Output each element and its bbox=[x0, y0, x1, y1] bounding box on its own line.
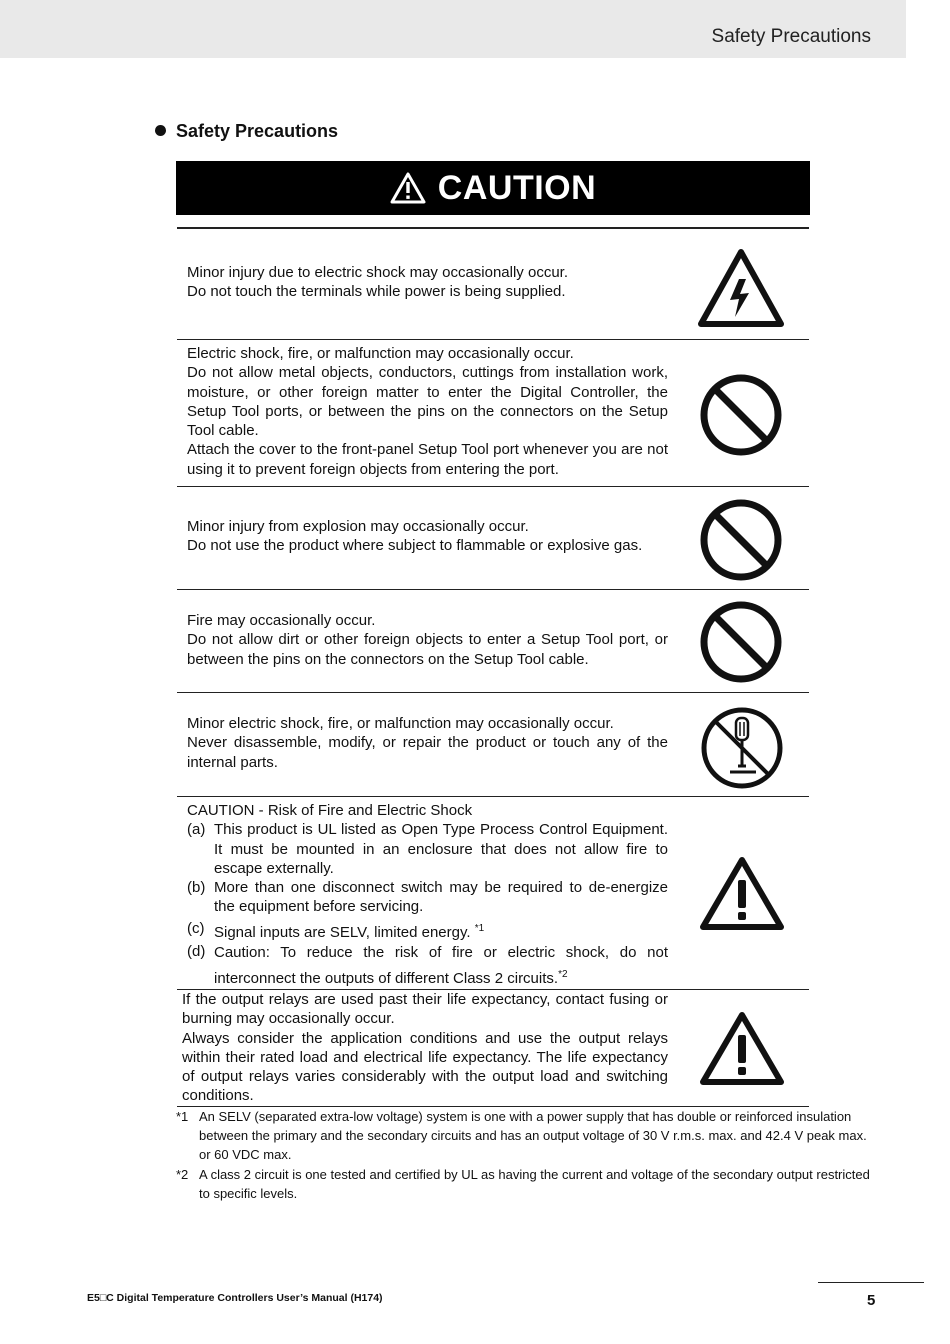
divider bbox=[177, 339, 809, 340]
footnote-ref: *2 bbox=[558, 969, 568, 981]
entry-text: Do not touch the terminals while power is being supplied. bbox=[187, 283, 566, 301]
footnote bbox=[176, 1165, 880, 1203]
entry-text: Electric shock, fire, or malfunction may occasionally occur. bbox=[187, 345, 574, 362]
footnote-mark: *2 bbox=[176, 1167, 189, 1182]
caution-entry bbox=[187, 517, 668, 556]
item-label: (c) bbox=[187, 919, 205, 937]
item-text: Caution: To reduce the risk of fire or electric shock, do not interconnect the outputs of different Class 2 circuits. bbox=[214, 944, 668, 988]
entry-text: Never disassemble, modify, or repair the product or touch any of the internal parts. bbox=[187, 734, 668, 771]
header-title: Safety Precautions bbox=[711, 26, 871, 47]
ul-caution-block bbox=[187, 801, 668, 990]
ul-item bbox=[187, 942, 668, 990]
entry-text: Minor injury from explosion may occasionally occur. bbox=[187, 518, 529, 535]
entry-text: Attach the cover to the front-panel Setup Tool port whenever you are not using it to prevent foreign objects from entering the port. bbox=[187, 441, 668, 478]
item-label: (a) bbox=[187, 821, 206, 839]
general-warning-icon bbox=[699, 855, 785, 933]
entry-text: Do not allow metal objects, conductors, cuttings from installation work, moisture, or other foreign matter to enter the Digital Controller, the Setup Tool ports, or between the pins on the connectors on the Setup Tool cable. bbox=[187, 364, 668, 440]
item-text: More than one disconnect switch may be required to de-energize the equipment before servicing. bbox=[214, 879, 668, 916]
warning-triangle-icon bbox=[390, 172, 426, 204]
relay-caution-block bbox=[182, 990, 668, 1106]
ul-heading: CAUTION - Risk of Fire and Electric Shock bbox=[187, 802, 473, 819]
divider bbox=[177, 486, 809, 487]
section-title bbox=[155, 121, 338, 142]
ul-item bbox=[187, 919, 668, 942]
divider bbox=[177, 796, 809, 797]
entry-text: If the output relays are used past their life expectancy, contact fusing or burning may occasionally occur. bbox=[182, 991, 668, 1028]
item-label: (b) bbox=[187, 879, 206, 897]
prohibition-icon bbox=[699, 600, 783, 684]
bullet-icon bbox=[155, 125, 166, 136]
prohibition-icon bbox=[699, 373, 783, 457]
footer-rule bbox=[818, 1282, 924, 1283]
divider bbox=[177, 589, 809, 590]
item-text: This product is UL listed as Open Type Process Control Equipment. It must be mounted in an enclosure that does not allow fire to escape externally. bbox=[214, 821, 668, 877]
section-title-text: Safety Precautions bbox=[176, 121, 339, 141]
entry-text: Minor electric shock, fire, or malfunction may occasionally occur. bbox=[187, 715, 614, 732]
footnote-text: An SELV (separated extra-low voltage) system is one with a power supply that has double or reinforced insulation between the primary and the secondary circuits and has an output voltage of 30 V r.m.s. max. and 42.4 V peak max. or 60 VDC max. bbox=[199, 1109, 867, 1162]
general-warning-icon bbox=[699, 1010, 785, 1088]
entry-text: Do not use the product where subject to flammable or explosive gas. bbox=[187, 537, 643, 555]
caution-entry bbox=[187, 611, 668, 669]
footnote-mark: *1 bbox=[176, 1109, 189, 1124]
electric-shock-warning-icon bbox=[697, 247, 785, 329]
footer-manual-title: E5□C Digital Temperature Controllers User’s Manual (H174) bbox=[87, 1292, 383, 1304]
entry-text: Do not allow dirt or other foreign objects to enter a Setup Tool port, or between the pins on the connectors on the Setup Tool cable. bbox=[187, 631, 668, 668]
page-number: 5 bbox=[867, 1292, 876, 1309]
item-text: Signal inputs are SELV, limited energy. bbox=[214, 923, 471, 941]
entry-text: Fire may occasionally occur. bbox=[187, 612, 376, 629]
item-label: (d) bbox=[187, 943, 206, 961]
entry-text: Always consider the application conditions and use the output relays within their rated load and electrical life expectancy. The life expectancy of output relays varies considerably with the output load and switching conditions. bbox=[182, 1029, 668, 1105]
footnote-ref: *1 bbox=[474, 922, 485, 934]
footnote-text: A class 2 circuit is one tested and certified by UL as having the current and voltage of the secondary output restricted to specific levels. bbox=[199, 1167, 870, 1201]
caution-banner bbox=[176, 161, 810, 215]
caution-entry bbox=[187, 344, 668, 479]
caution-entry bbox=[187, 714, 668, 772]
ul-item bbox=[187, 878, 668, 917]
divider bbox=[177, 692, 809, 693]
divider bbox=[177, 227, 809, 229]
caution-entry bbox=[187, 263, 668, 302]
no-disassembly-icon bbox=[700, 706, 784, 790]
ul-item bbox=[187, 820, 668, 878]
prohibition-icon bbox=[699, 498, 783, 582]
footnote bbox=[176, 1107, 880, 1164]
entry-text: Minor injury due to electric shock may occasionally occur. bbox=[187, 264, 568, 281]
caution-banner-label: CAUTION bbox=[437, 168, 597, 207]
